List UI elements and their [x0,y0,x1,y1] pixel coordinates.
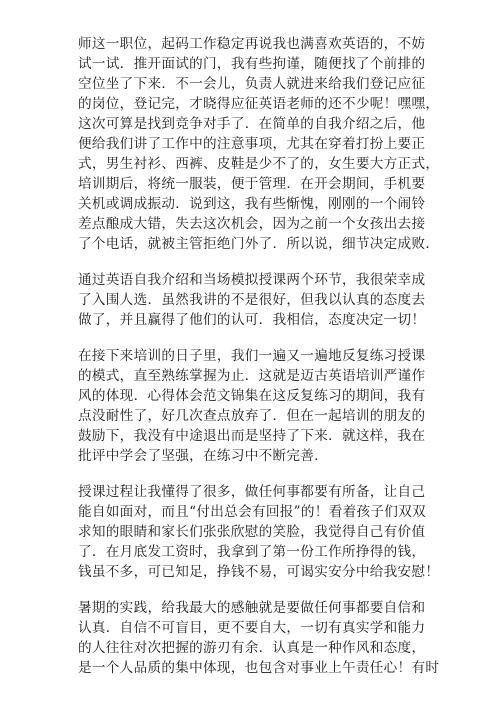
paragraph-1 [78,34,440,254]
paragraph-line: 了入围人选．虽然我讲的不是很好，但我以认真的态度去 [78,292,426,308]
paragraph-line: 式，男生衬衫、西裤、皮鞋是少不了的，女生要大方正式， [78,156,440,172]
paragraph-line: 差点酿成大错，失去这次机会，因为之前一个女孩出去接 [78,216,426,232]
paragraph-line: 师这一职位，起码工作稳定再说我也满喜欢英语的，不妨 [78,36,426,52]
paragraph-line: 点没耐性了，好几次查点放弃了．但在一起培训的朋友的 [78,408,426,424]
paragraph-line: 是一个人品质的集中体现，也包含对事业上午责任心！有时 [78,660,440,676]
document-body [78,34,440,694]
paragraph-line: 的模式，直至熟练掌握为止．这就是迈古英语培训严谨作 [78,368,426,384]
paragraph-line: 试一试．推开面试的门，我有些拘谨，随便找了个前排的 [78,56,426,72]
paragraph-line: 这次可算是找到竞争对手了．在简单的自我介绍之后，他 [78,116,426,132]
paragraph-line: 做了，并且赢得了他们的认可．我相信，态度决定一切！ [78,312,426,328]
paragraph-line: 的人往往对次把握的游刃有余．认真是一种作风和态度， [78,640,426,656]
paragraph-line: 了个电话，就被主管拒绝门外了．所以说，细节决定成败． [78,236,440,252]
paragraph-line: 授课过程让我懂得了很多，做任何事都要有所备，让自己 [78,484,426,500]
paragraph-line: 能自如面对，而且“付出总会有回报”的！看着孩子们双双 [78,504,426,520]
paragraph-line: 关机或调成振动．说到这，我有些惭愧，刚刚的一个闹铃 [78,196,426,212]
paragraph-line: 了．在月底发工资时，我拿到了第一份工作所挣得的钱， [78,544,426,560]
paragraph-line: 在接下来培训的日子里，我们一遍又一遍地反复练习授课 [78,348,426,364]
paragraph-line: 暑期的实践，给我最大的感触就是要做任何事都要自信和 [78,600,426,616]
paragraph-line: 批评中学会了坚强，在练习中不断完善． [78,448,329,464]
paragraph-5 [78,598,440,678]
paragraph-line: 空位坐了下来．不一会儿，负责人就进来给我们登记应征 [78,76,426,92]
paragraph-3 [78,346,426,466]
paragraph-line: 风的体现．心得体会范文锦集在这反复练习的期间，我有 [78,388,426,404]
paragraph-line: 求知的眼睛和家长们张张欣慰的笑脸，我觉得自己有价值 [78,524,426,540]
paragraph-line: 的岗位，登记完，才晓得应征英语老师的还不少呢！嘿嘿， [78,96,440,112]
paragraph-line: 通过英语自我介绍和当场模拟授课两个环节，我很荣幸成 [78,272,426,288]
paragraph-line: 培训期后，将统一服装，便于管理．在开会期间，手机要 [78,176,426,192]
paragraph-2 [78,270,426,330]
paragraph-line: 鼓励下，我没有中途退出而是坚持了下来．就这样，我在 [78,428,426,444]
paragraph-line: 钱虽不多，可已知足，挣钱不易，可谒实安分中给我安慰！ [78,564,440,580]
paragraph-line: 便给我们讲了工作中的注意事项，尤其在穿着打扮上要正 [78,136,426,152]
paragraph-line: 认真．自信不可盲目，更不要自大，一切有真实学和能力 [78,620,426,636]
paragraph-4 [78,482,440,582]
